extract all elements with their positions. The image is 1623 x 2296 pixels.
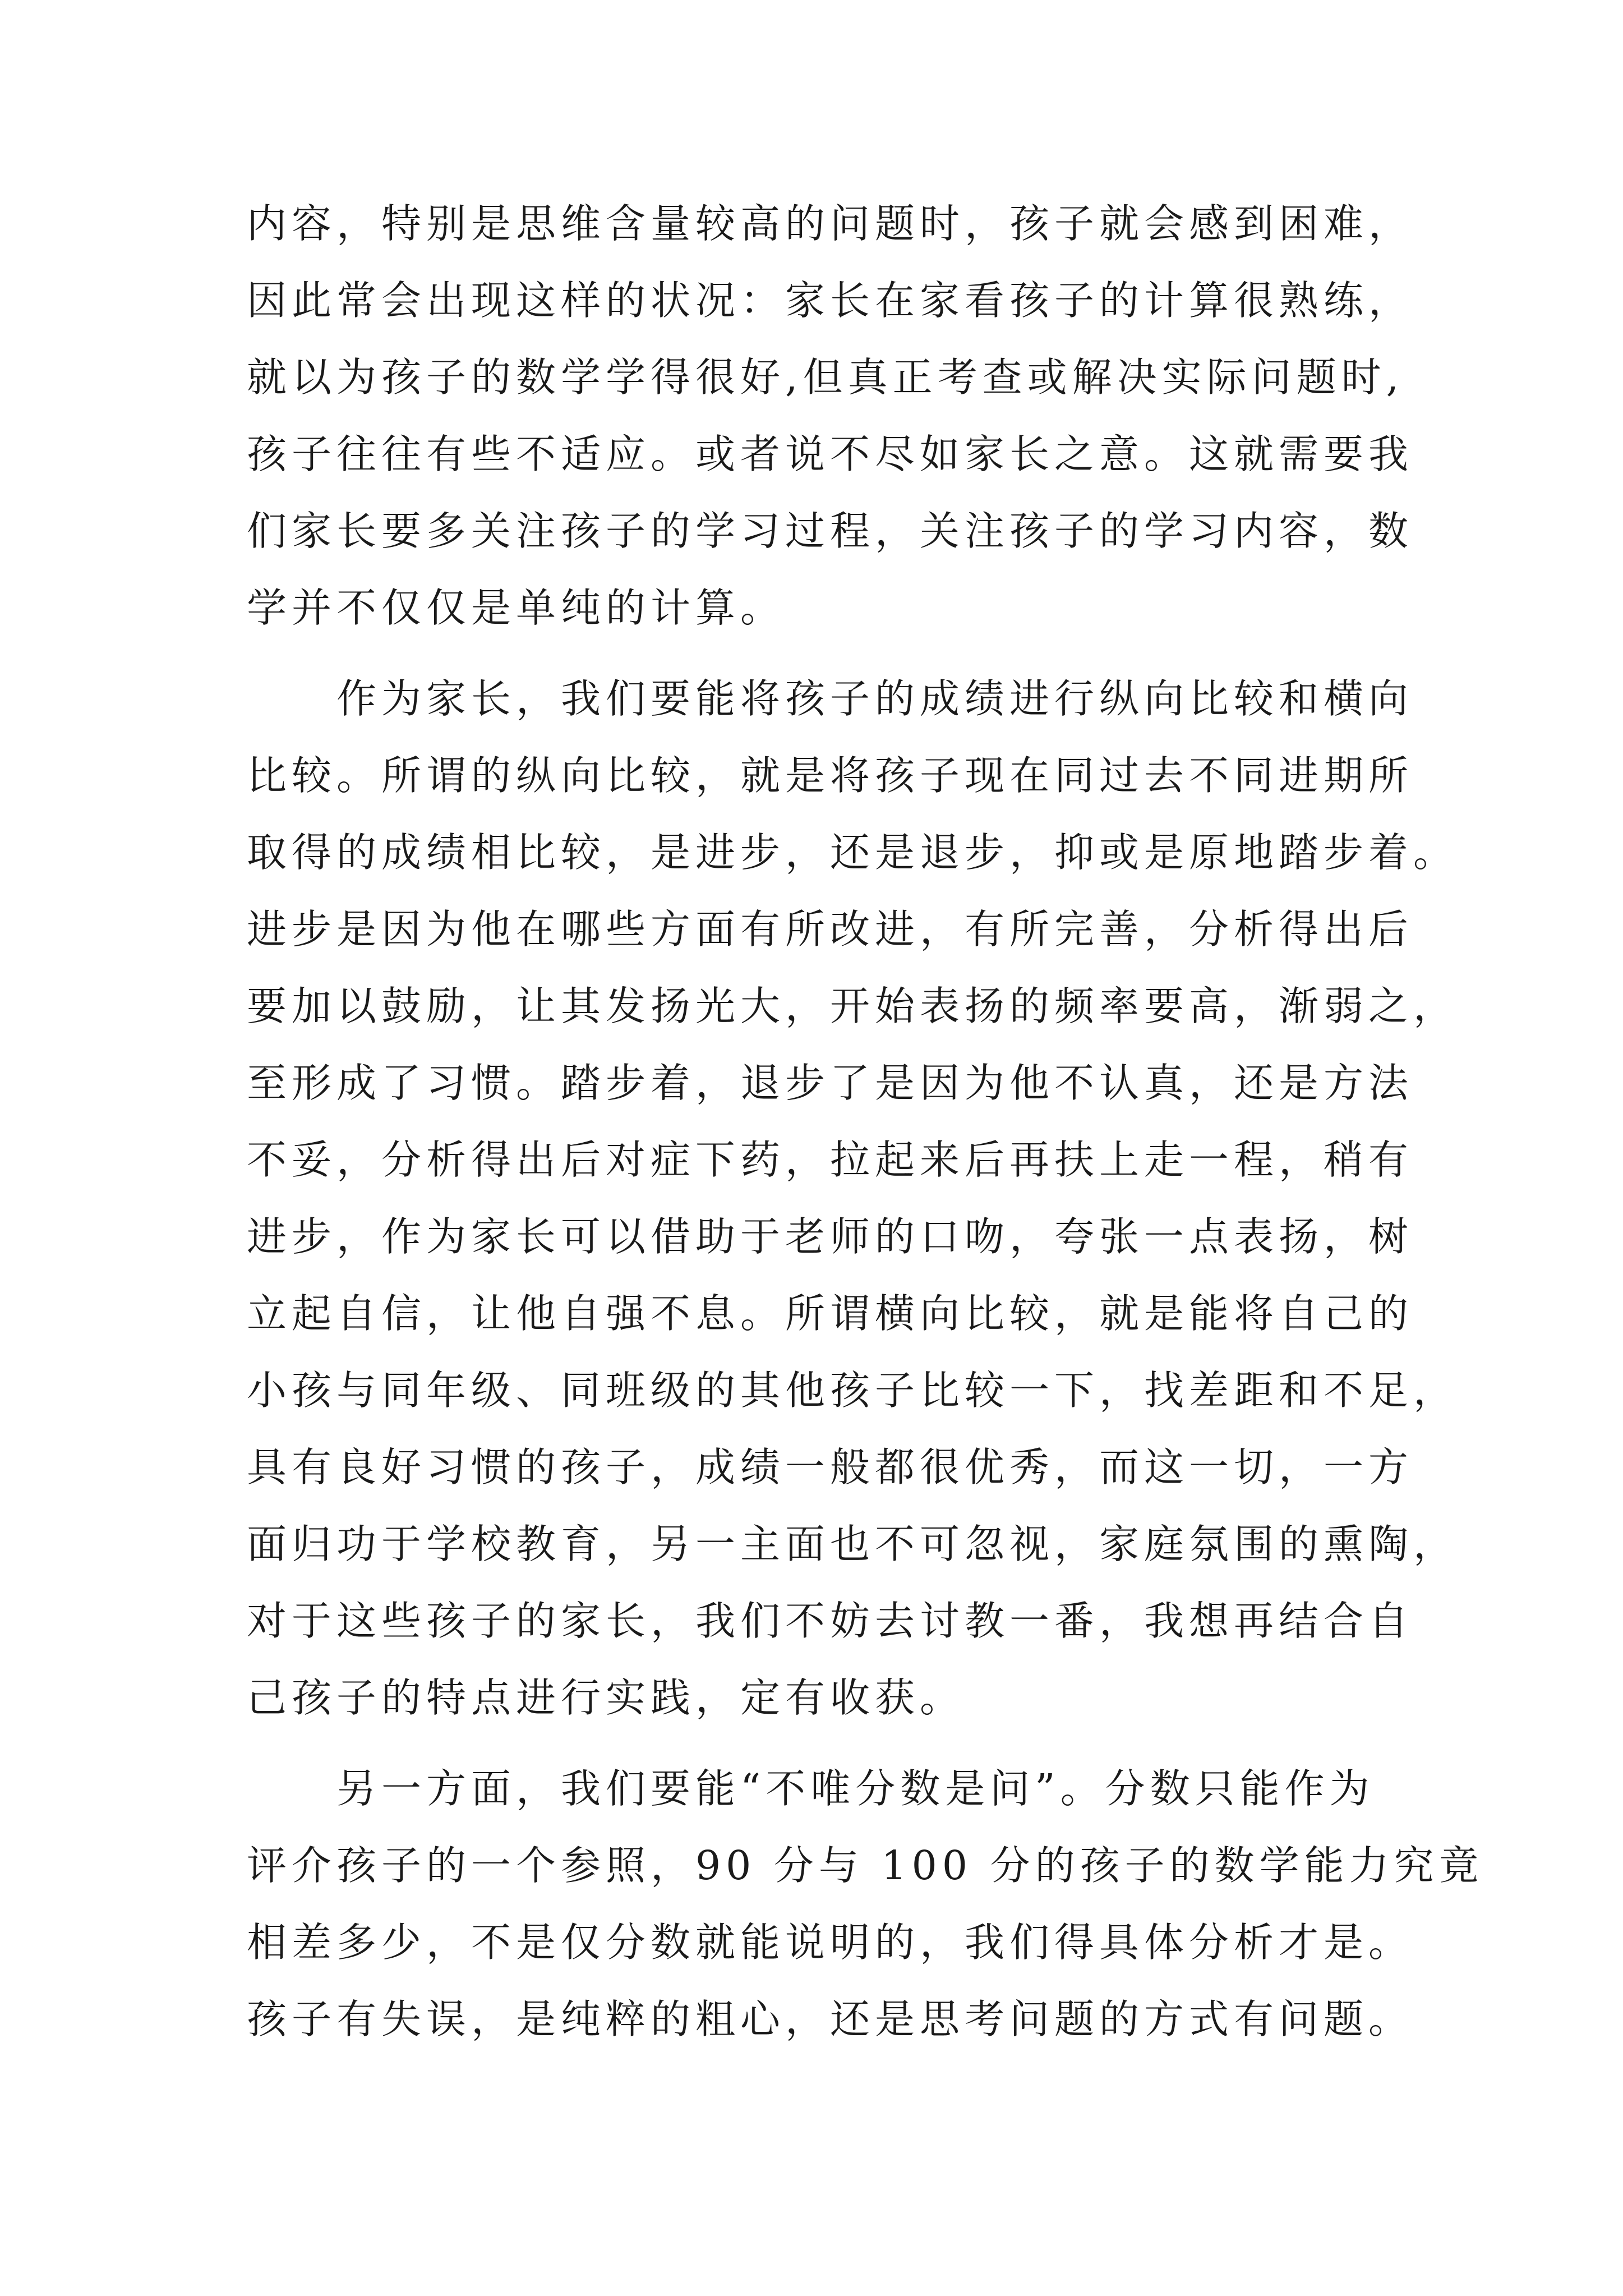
- text-line: 取得的成绩相比较，是进步，还是退步，抑或是原地踏步着。: [247, 829, 1459, 876]
- text-line: 不妥，分析得出后对症下药，拉起来后再扶上走一程，稍有: [247, 1137, 1414, 1183]
- text-line: 内容，特别是思维含量较高的问题时，孩子就会感到困难，: [247, 200, 1414, 247]
- text-line: 孩子往往有些不适应。或者说不尽如家长之意。这就需要我: [247, 431, 1414, 477]
- text-line: 具有良好习惯的孩子，成绩一般都很优秀，而这一切，一方: [247, 1444, 1414, 1490]
- paragraph-spacing: [247, 646, 1430, 660]
- text-line: 对于这些孩子的家长，我们不妨去讨教一番，我想再结合自: [247, 1598, 1414, 1644]
- body-text: [247, 185, 1484, 2058]
- text-line: 己孩子的特点进行实践，定有收获。: [247, 1674, 965, 1721]
- text-line: 就以为孩子的数学学得很好,但真正考查或解决实际问题时,: [247, 354, 1404, 401]
- text-line: 孩子有失误，是纯粹的粗心，还是思考问题的方式有问题。: [247, 1996, 1414, 2042]
- text-line: 作为家长，我们要能将孩子的成绩进行纵向比较和横向: [247, 675, 1414, 722]
- text-line: 至形成了习惯。踏步着，退步了是因为他不认真，还是方法: [247, 1060, 1414, 1106]
- paragraph-1: [247, 185, 1430, 646]
- text-line: 评介孩子的一个参照，90 分与 100 分的孩子的数学能力究竟: [247, 1842, 1484, 1889]
- text-line: 进步，作为家长可以借助于老师的口吻，夸张一点表扬，树: [247, 1213, 1414, 1260]
- text-line: 们家长要多关注孩子的学习过程，关注孩子的学习内容，数: [247, 508, 1414, 554]
- text-line: 面归功于学校教育，另一主面也不可忽视，家庭氛围的熏陶，: [247, 1521, 1459, 1567]
- text-line: 相差多少，不是仅分数就能说明的，我们得具体分析才是。: [247, 1919, 1414, 1966]
- paragraph-spacing: [247, 1736, 1430, 1750]
- text-line: 要加以鼓励，让其发扬光大，开始表扬的频率要高，渐弱之，: [247, 983, 1459, 1029]
- text-line: 比较。所谓的纵向比较，就是将孩子现在同过去不同进期所: [247, 752, 1414, 799]
- text-line: 因此常会出现这样的状况：家长在家看孩子的计算很熟练，: [247, 277, 1414, 324]
- text-line: 小孩与同年级、同班级的其他孩子比较一下，找差距和不足，: [247, 1367, 1459, 1414]
- paragraph-2: [247, 660, 1459, 1736]
- paragraph-3: [247, 1750, 1484, 2058]
- text-line: 另一方面，我们要能“不唯分数是问”。分数只能作为: [247, 1765, 1375, 1812]
- text-line: 学并不仅仅是单纯的计算。: [247, 585, 786, 631]
- text-line: 进步是因为他在哪些方面有所改进，有所完善，分析得出后: [247, 906, 1414, 953]
- text-line: 立起自信，让他自强不息。所谓横向比较，就是能将自己的: [247, 1290, 1414, 1337]
